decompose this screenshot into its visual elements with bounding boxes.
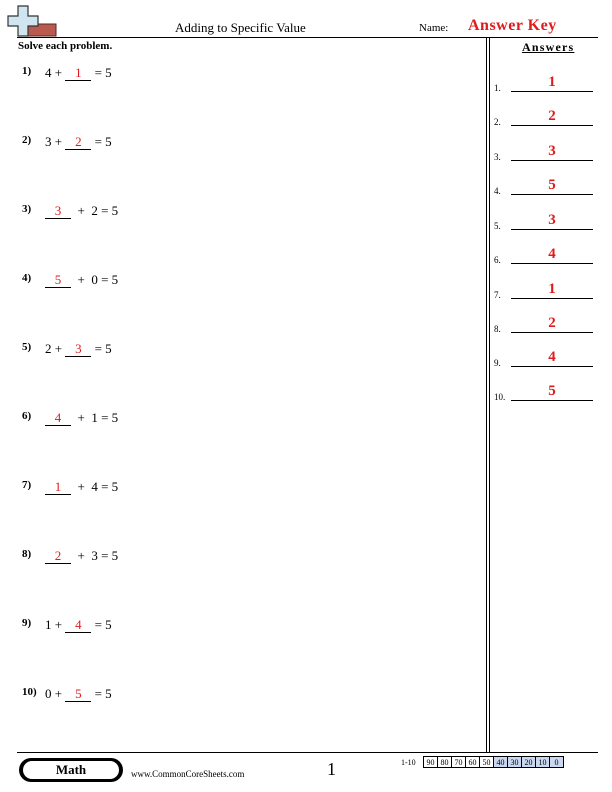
answer-value: 1 [511, 280, 593, 299]
answer-blank: 5 [65, 687, 91, 702]
problem-expression [45, 203, 118, 219]
answer-value: 1 [511, 73, 593, 92]
score-cell: 90 [424, 757, 438, 768]
answer-row [494, 245, 594, 265]
footer-rule [17, 752, 598, 753]
answer-blank: 5 [45, 273, 71, 288]
header-rule [17, 37, 598, 38]
answer-row [494, 107, 594, 127]
answer-number: 2. [494, 117, 501, 127]
answer-row [494, 176, 594, 196]
answer-number: 10. [494, 392, 506, 402]
problem-number: 10) [22, 686, 37, 698]
score-cell: 30 [508, 757, 522, 768]
problem-number: 6) [22, 410, 32, 422]
column-divider [489, 37, 490, 752]
answer-number: 9. [494, 358, 501, 368]
answer-number: 5. [494, 221, 501, 231]
answer-blank: 4 [45, 411, 71, 426]
expr-left: 1 + [45, 617, 66, 632]
page-number: 1 [327, 759, 336, 779]
score-cell: 20 [522, 757, 536, 768]
problem-expression [45, 686, 112, 702]
expr-left: 2 + [45, 341, 66, 356]
score-cell: 50 [480, 757, 494, 768]
score-cell: 70 [452, 757, 466, 768]
answer-number: 6. [494, 255, 501, 265]
problem-expression [45, 479, 118, 495]
answer-blank: 2 [45, 549, 71, 564]
problem-expression [45, 548, 118, 564]
worksheet-title: Adding to Specific Value [175, 20, 306, 35]
answer-row [494, 280, 594, 300]
answer-row [494, 73, 594, 93]
expr-left: 4 + [45, 65, 66, 80]
website-label: www.CommonCoreSheets.com [131, 769, 245, 779]
expr-right: + 4 = 5 [71, 479, 119, 494]
answer-number: 8. [494, 324, 501, 334]
expr-right: + 2 = 5 [71, 203, 119, 218]
answer-value: 3 [511, 211, 593, 230]
answer-row [494, 382, 594, 402]
expr-left: 0 + [45, 686, 66, 701]
answer-number: 3. [494, 152, 501, 162]
answer-blank: 3 [65, 342, 91, 357]
answer-blank: 1 [45, 480, 71, 495]
problem-expression [45, 341, 112, 357]
subject-label: Math [23, 761, 119, 779]
answer-row [494, 314, 594, 334]
score-table [423, 756, 564, 768]
problem-number: 4) [22, 272, 32, 284]
score-cell: 60 [466, 757, 480, 768]
problem-number: 1) [22, 65, 32, 77]
answer-row [494, 142, 594, 162]
answer-number: 4. [494, 186, 501, 196]
answer-blank: 2 [65, 135, 91, 150]
score-cell: 80 [438, 757, 452, 768]
expr-right: + 3 = 5 [71, 548, 119, 563]
answer-key-label: Answer Key [468, 17, 557, 34]
answer-value: 5 [511, 382, 593, 401]
expr-right: = 5 [91, 341, 112, 356]
problem-number: 3) [22, 203, 32, 215]
answer-blank: 1 [65, 66, 91, 81]
expr-right: + 1 = 5 [71, 410, 119, 425]
column-divider [486, 37, 487, 752]
problem-expression [45, 410, 118, 426]
plus-logo-icon [4, 4, 68, 38]
answer-value: 2 [511, 107, 593, 126]
answer-blank: 4 [65, 618, 91, 633]
problem-number: 7) [22, 479, 32, 491]
name-label: Name: [419, 22, 449, 34]
answer-value: 4 [511, 245, 593, 264]
score-cell: 10 [536, 757, 550, 768]
problem-number: 8) [22, 548, 32, 560]
answer-blank: 3 [45, 204, 71, 219]
expr-right: = 5 [91, 686, 112, 701]
answer-number: 1. [494, 83, 501, 93]
answer-row [494, 348, 594, 368]
expr-right: = 5 [91, 134, 112, 149]
problem-expression [45, 65, 112, 81]
subject-badge [19, 758, 123, 782]
problem-number: 5) [22, 341, 32, 353]
expr-right: = 5 [91, 65, 112, 80]
expr-right: + 0 = 5 [71, 272, 119, 287]
problem-expression [45, 272, 118, 288]
problem-expression [45, 134, 112, 150]
problem-number: 9) [22, 617, 32, 629]
answer-value: 5 [511, 176, 593, 195]
expr-right: = 5 [91, 617, 112, 632]
score-cell: 40 [494, 757, 508, 768]
problem-number: 2) [22, 134, 32, 146]
score-cell: 0 [550, 757, 564, 768]
expr-left: 3 + [45, 134, 66, 149]
problem-expression [45, 617, 112, 633]
answer-value: 2 [511, 314, 593, 333]
answers-panel-title: Answers [522, 40, 575, 54]
answer-number: 7. [494, 290, 501, 300]
answer-row [494, 211, 594, 231]
answer-value: 4 [511, 348, 593, 367]
instructions: Solve each problem. [18, 40, 113, 52]
answer-value: 3 [511, 142, 593, 161]
score-range-label: 1-10 [401, 758, 416, 767]
